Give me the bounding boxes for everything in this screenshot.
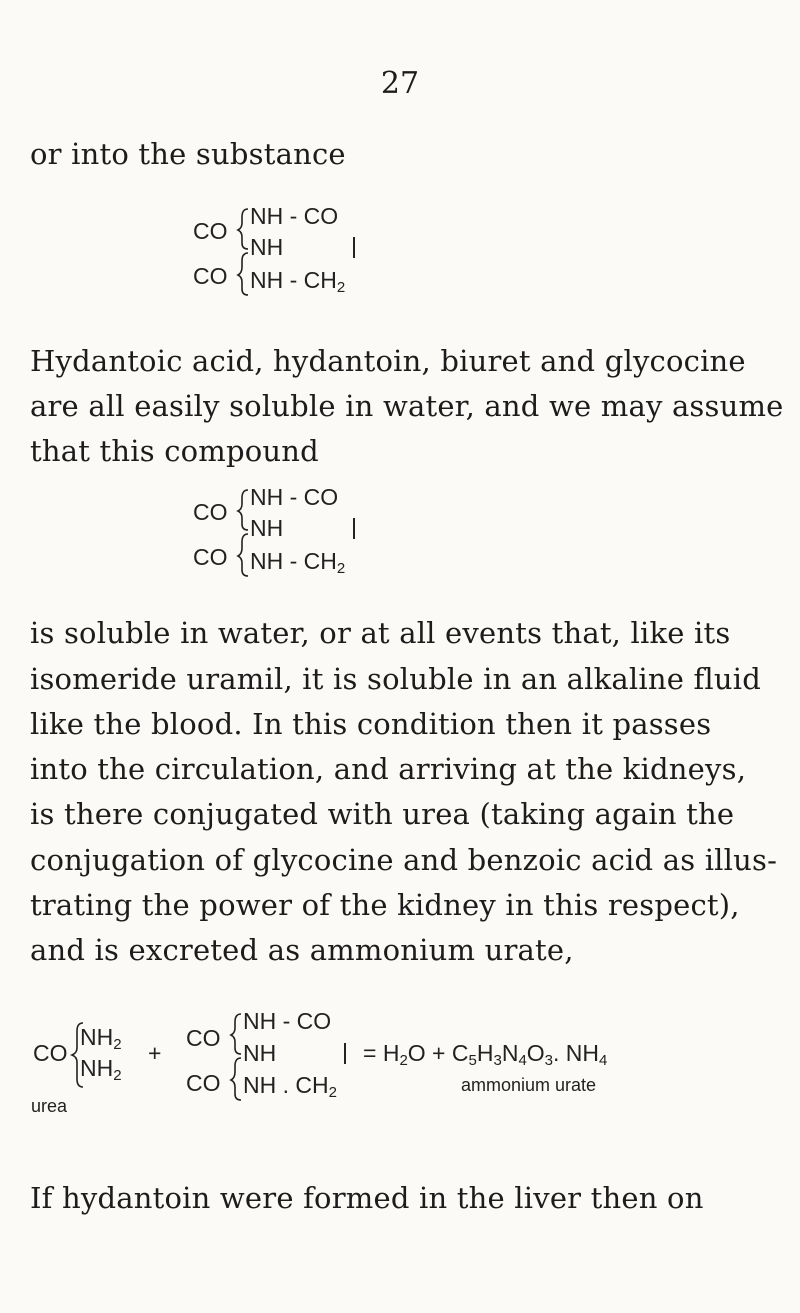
formula-co-bottom: CO xyxy=(193,263,228,289)
text-line: is soluble in water, or at all events that, like its xyxy=(30,616,731,650)
bond-line xyxy=(353,237,355,258)
bond-line xyxy=(353,518,355,539)
urea-nh-top: $NH_2$ xyxy=(80,1024,122,1053)
text-line: isomeride uramil, it is soluble in an alkaline fluid xyxy=(30,662,762,696)
text-line: like the blood. In this condition then it passes xyxy=(30,707,712,741)
formula-co-bottom: CO xyxy=(193,544,228,570)
formula-row-3: NH - $CH_2$ xyxy=(250,267,346,296)
text-line: into the circulation, and arriving at the kidneys, xyxy=(30,752,747,786)
text-line: and is excreted as ammonium urate, xyxy=(30,933,574,967)
formula-row-2: NH xyxy=(250,515,284,541)
page-number: 27 xyxy=(380,66,420,101)
text-line: trating the power of the kidney in this respect), xyxy=(30,888,740,922)
urea-nh-bottom: $NH_2$ xyxy=(80,1055,122,1084)
ammonium-urate-label: ammonium urate xyxy=(461,1075,597,1095)
formula-co-top: CO xyxy=(193,499,228,525)
text-line: Hydantoic acid, hydantoin, biuret and glycocine xyxy=(30,344,746,378)
urea-co: CO xyxy=(33,1040,68,1066)
formula-co-top: CO xyxy=(186,1025,221,1051)
formula-co-top: CO xyxy=(193,218,228,244)
formula-row-1: NH - CO xyxy=(243,1008,332,1034)
formula-row-3: NH . $CH_2$ xyxy=(243,1072,337,1101)
plus-sign: + xyxy=(148,1040,162,1066)
formula-row-3: NH - $CH_2$ xyxy=(250,548,346,577)
text-line: or into the substance xyxy=(30,137,346,171)
equation-rhs: = $H_2O + C_5H_3N_4O_3$. $NH_4$ xyxy=(363,1040,608,1069)
text-line: that this compound xyxy=(30,434,319,468)
formula-row-1: NH - CO xyxy=(250,203,339,229)
text-line: If hydantoin were formed in the liver then on xyxy=(30,1181,704,1215)
formula-row-2: NH xyxy=(243,1040,277,1066)
formula-row-1: NH - CO xyxy=(250,484,339,510)
text-line: is there conjugated with urea (taking again the xyxy=(30,797,735,831)
formula-row-2: NH xyxy=(250,234,284,260)
formula-co-bottom: CO xyxy=(186,1070,221,1096)
text-line: conjugation of glycocine and benzoic acid as illus- xyxy=(30,843,778,877)
urea-label: urea xyxy=(31,1096,68,1116)
bond-line xyxy=(344,1043,346,1064)
text-line: are all easily soluble in water, and we may assume xyxy=(30,389,784,423)
